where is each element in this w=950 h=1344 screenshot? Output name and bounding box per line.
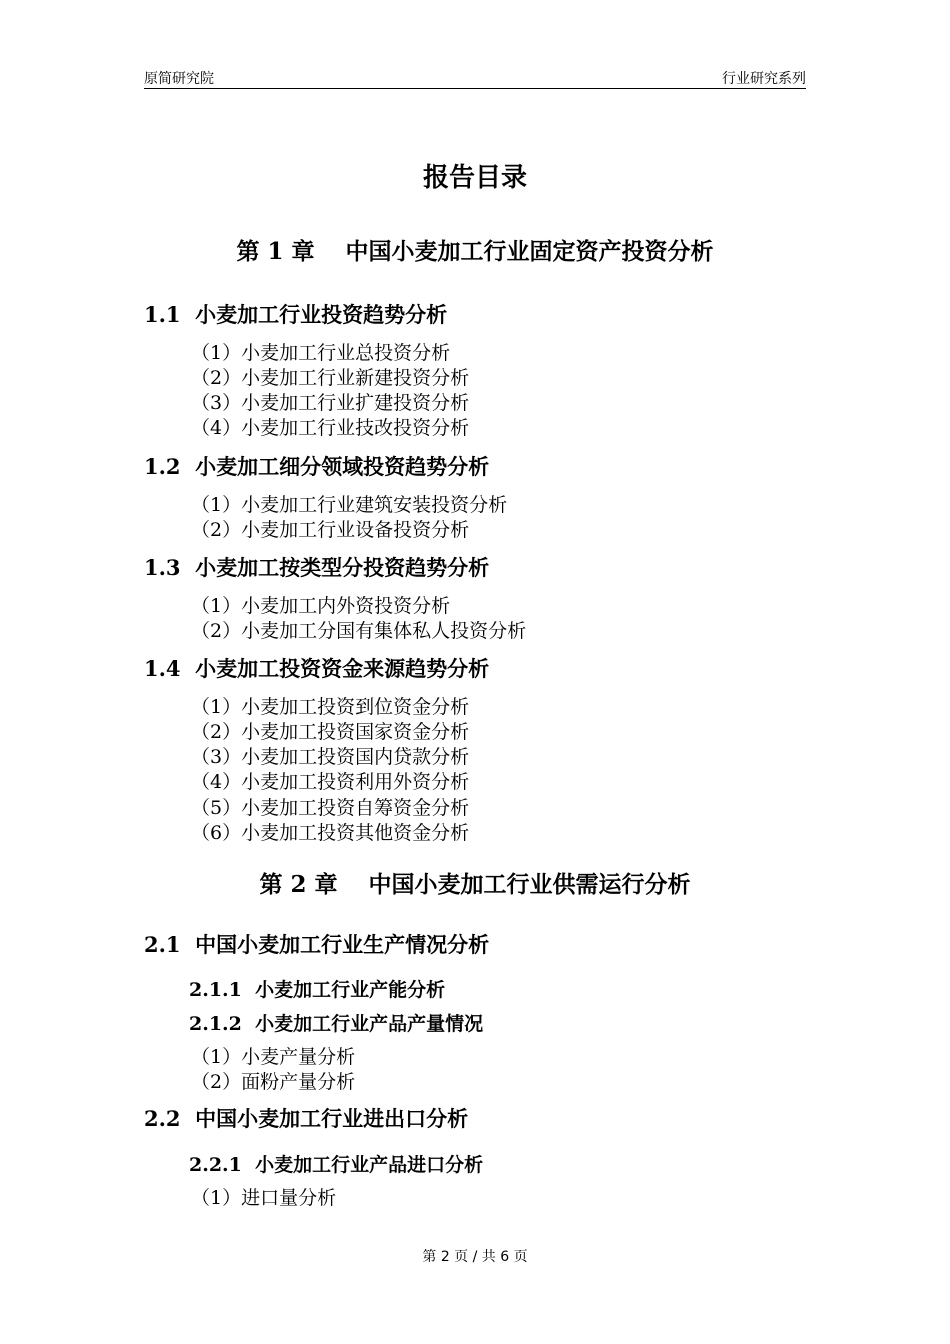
toc-item: （3）小麦加工投资国内贷款分析 bbox=[191, 746, 470, 768]
toc-item: （6）小麦加工投资其他资金分析 bbox=[191, 822, 470, 844]
section-heading: 1.1 小麦加工行业投资趋势分析 bbox=[144, 302, 448, 327]
section-heading: 1.3 小麦加工按类型分投资趋势分析 bbox=[144, 555, 490, 580]
section-heading: 2.1 中国小麦加工行业生产情况分析 bbox=[144, 932, 490, 957]
toc-item: （4）小麦加工投资利用外资分析 bbox=[191, 771, 470, 793]
toc-item: （1）小麦加工投资到位资金分析 bbox=[191, 696, 470, 718]
subsection-heading: 2.2.1 小麦加工行业产品进口分析 bbox=[189, 1154, 484, 1176]
toc-item: （1）小麦产量分析 bbox=[191, 1046, 356, 1068]
header-series: 行业研究系列 bbox=[722, 71, 806, 87]
toc-item: （1）小麦加工内外资投资分析 bbox=[191, 595, 451, 617]
toc-item: （3）小麦加工行业扩建投资分析 bbox=[191, 392, 470, 414]
page-title: 报告目录 bbox=[422, 163, 527, 193]
chapter-heading: 第 2 章 中国小麦加工行业供需运行分析 bbox=[259, 871, 691, 898]
page-footer: 第 2 页 / 共 6 页 bbox=[422, 1249, 528, 1265]
chapter-heading: 第 1 章 中国小麦加工行业固定资产投资分析 bbox=[236, 238, 714, 265]
subsection-heading: 2.1.2 小麦加工行业产品产量情况 bbox=[189, 1013, 484, 1035]
toc-item: （2）小麦加工行业设备投资分析 bbox=[191, 519, 470, 541]
toc-item: （5）小麦加工投资自筹资金分析 bbox=[191, 797, 470, 819]
toc-item: （1）小麦加工行业建筑安装投资分析 bbox=[191, 494, 508, 516]
section-heading: 1.2 小麦加工细分领域投资趋势分析 bbox=[144, 454, 490, 479]
toc-item: （1）进口量分析 bbox=[191, 1187, 337, 1209]
toc-item: （2）小麦加工分国有集体私人投资分析 bbox=[191, 620, 527, 642]
toc-item: （1）小麦加工行业总投资分析 bbox=[191, 342, 451, 364]
toc-item: （2）面粉产量分析 bbox=[191, 1071, 356, 1093]
subsection-heading: 2.1.1 小麦加工行业产能分析 bbox=[189, 979, 446, 1001]
toc-item: （2）小麦加工行业新建投资分析 bbox=[191, 367, 470, 389]
header-org: 原简研究院 bbox=[144, 71, 214, 87]
section-heading: 1.4 小麦加工投资资金来源趋势分析 bbox=[144, 656, 490, 681]
section-heading: 2.2 中国小麦加工行业进出口分析 bbox=[144, 1106, 469, 1131]
page-header bbox=[144, 66, 806, 89]
toc-item: （2）小麦加工投资国家资金分析 bbox=[191, 721, 470, 743]
toc-item: （4）小麦加工行业技改投资分析 bbox=[191, 417, 470, 439]
